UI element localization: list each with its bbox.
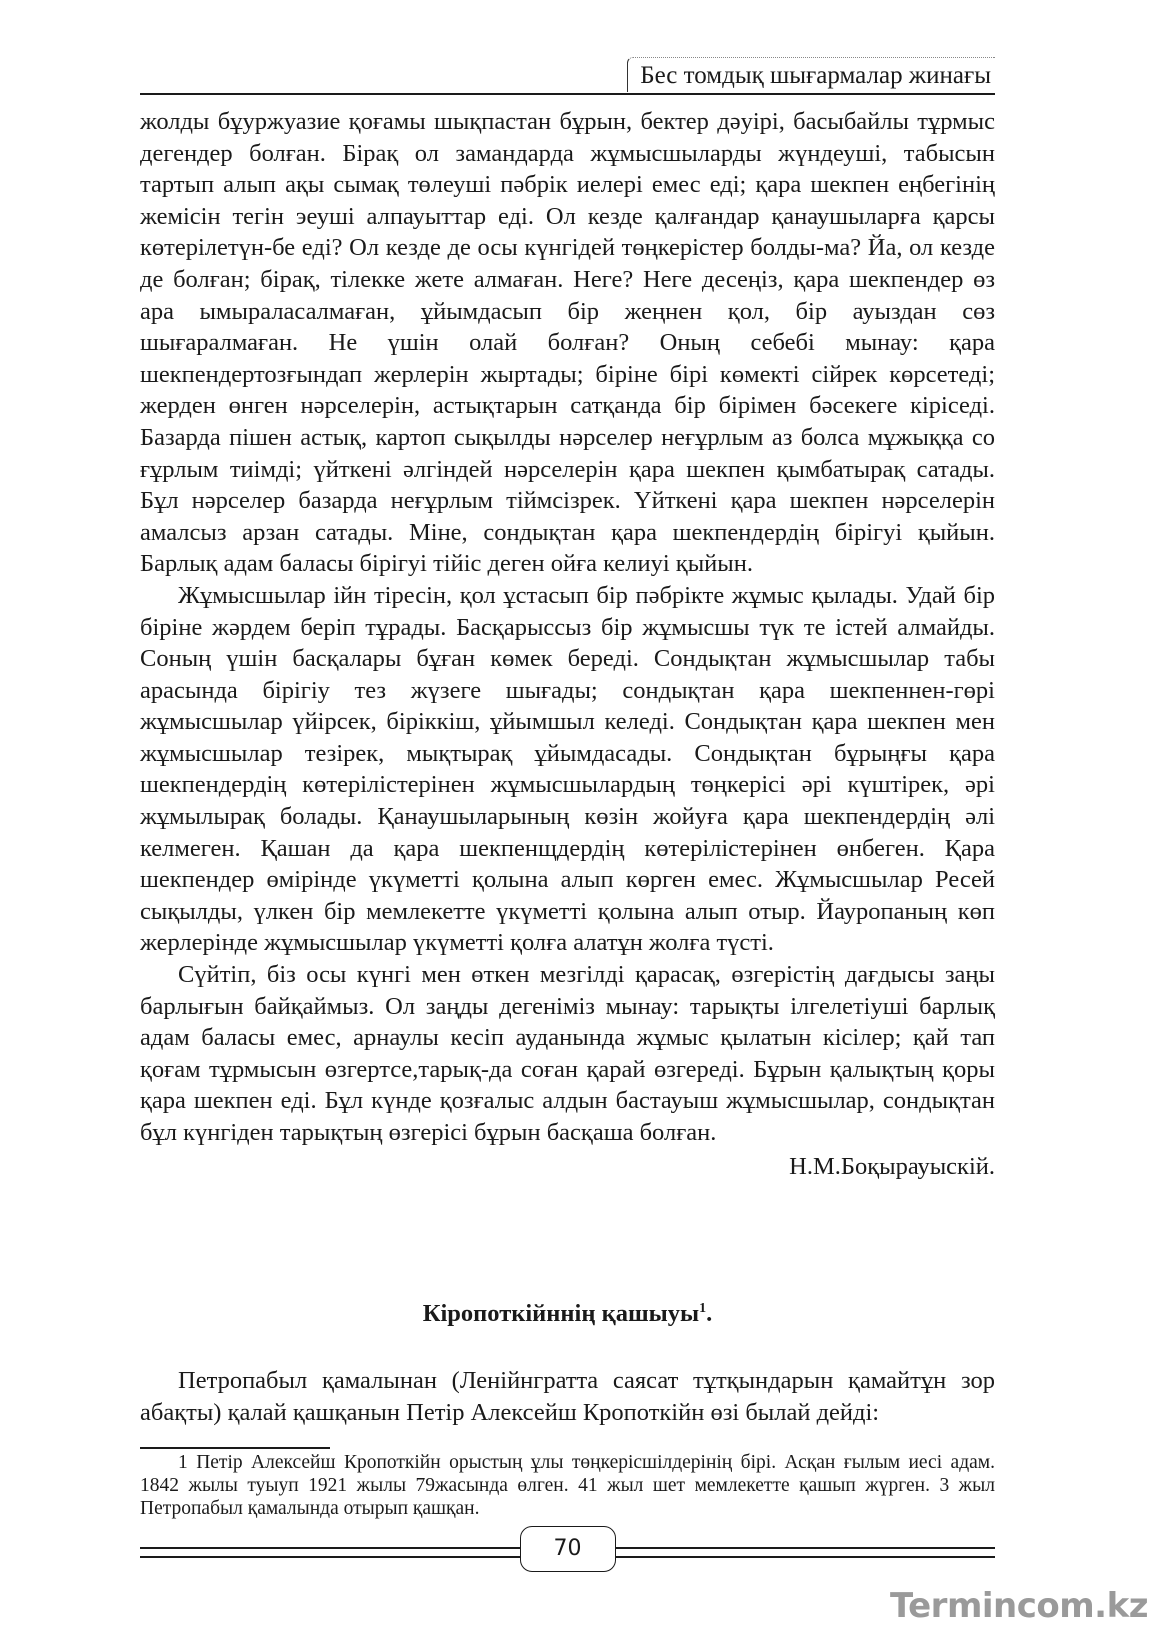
site-watermark-logo: Termincom.kz [889,1586,1148,1626]
paragraph-3: Сүйтіп, біз осы күнгі мен өткен мезгілді қарасақ, өзгерістің дағдысы заңы барлығын байқаймыз. Ол заңды дегеніміз мынау: тарықты ілгелетіушi барлық адам баласы емес, арнаулы кесіп ауданында жұмыс қылатын кісілер; қай тап қоғам тұрмысын өзгертсе,тарық-да соған қарай өзгереді. Бұрын қалықтың қоры қара шекпен еді. Бұл күнде қозғалыс алдын бастауыш жұмысшылар, сондықтан бұл күнгіден тарықтың өзгерісі бұрын басқаша болған. [140,961,995,1146]
page-footer [140,1525,995,1575]
paragraph-2: Жұмысшылар ійн тіресін, қол ұстасып бір пәбрікте жұмыс қылады. Удай бір біріне жәрдем беріп тұрады. Басқарыссыз бір жұмысшы түк те істей алмайды. Соның үшін басқалары бұған көмек береді. Сондықтан жұмысшылар табы арасында бірігіу тез жүзеге шығады; сондықтан қара шекпеннен-гөрі жұмысшылар үйірсек, біріккіш, ұйымшыл келеді. Сондықтан қара шекпен мен жұмысшылар тезірек, мықтырақ ұйымдасады. Сондықтан бұрыңғы қара шекпендердің көтерілістерінен жұмысшылардың төңкерісі әрі күштірек, әрі жұмылырақ болады. Қанаушыларының көзін жойуға қара шекпендердің әлі келмеген. Қашан да қара шекпенщдердің көтерілістерінен өнбеген. Қара шекпендер өмірінде үкүметті қолына алып көрген емес. Жұмысшылар Ресей сықылды, үлкен бір мемлекетте үкүметті қолына алып отыр. Йауропаның көп жерлерінде жұмысшылар үкүметті қолға алатұн жолға түсті. [140,581,995,957]
footnote: 1 Петір Алексейш Кропоткійн орыстың ұлы төңкерісшілдерінің бірі. Асқан ғылым иесі адам. 1842 жылы туыуп 1921 жылы 79жасында өлген. 41 жыл шет мемлекетте қашып жүрген. 3 жыл Петропабыл қамалында отырып қашқан. [140,1452,995,1519]
book-title: Бес томдық шығармалар жинағы [627,57,995,92]
section-heading-text: Кіропоткійннің қашыуы [422,1300,700,1327]
header-rule [140,93,995,95]
section-intro-paragraph: Петропабыл қамалынан (Ленійнграттa саясат тұтқындарын қамайтұн зор абақты) қалай қашқанын Петір Алексейш Кропоткійн өзі былай дейді: [140,1367,995,1426]
running-header [140,55,995,95]
author-signature: Н.М.Боқырауыскій. [789,1152,995,1180]
page-number: 70 [520,1526,616,1572]
section-heading [140,1300,995,1328]
footnote-rule [140,1447,330,1449]
section-heading-period: . [706,1300,713,1327]
paragraph-1: жолды бұуржуазие қоғамы шықпастан бұрын, бектер дәуірі, басыбайлы тұрмыс дегендер болған. Бірақ ол замандарда жұмысшыларды жүндеуші, табысын тартып алып ақы сымақ төлеуші пәбрік иелері емес еді; қара шекпен еңбегінің жемісін тегін эеуші алпауыттар еді. Ол кезде қалғандар қанаушыларға қарсы көтерілетүн-бе еді? Ол кезде де осы күнгідей төңкерістер болды-ма? Йа, ол кезде де болған; бірақ, тілекке жете алмаған. Неге? Неге десеңіз, қара шекпендер өз ара ымыраласалмаған, ұйымдасып бір жеңнен қол, бір ауыздан сөз шығаралмаған. Не үшін олай болған? Оның себебі мынау: қара шекпендертозғындап жерлерін жыртады; біріне бірі көмекті сійрек көрсетеді; жерден өнген нәрселерін, астықтарын сатқанда бір бірімен бәсекеге кіріседі. Базарда пішен астық, картоп сықылды нәрселер неғұрлым аз болса мұжыққа со ғұрлым тиімді; үйткені әлгіндей нәрселерін қара шекпен қымбатырақ сатады. Бұл нәрселер базарда неғұрлым тіймсізрек. Үйткені қара шекпен нәрселерін амалсыз арзан сатады. Міне, сондықтан қара шекпендердің бірігуі қыйын. Барлық адам баласы бірігуі тійіс деген ойға келиуі қыйын. [140,108,995,578]
footnote-mark: 1 [699,1300,707,1316]
main-text [140,106,995,1182]
